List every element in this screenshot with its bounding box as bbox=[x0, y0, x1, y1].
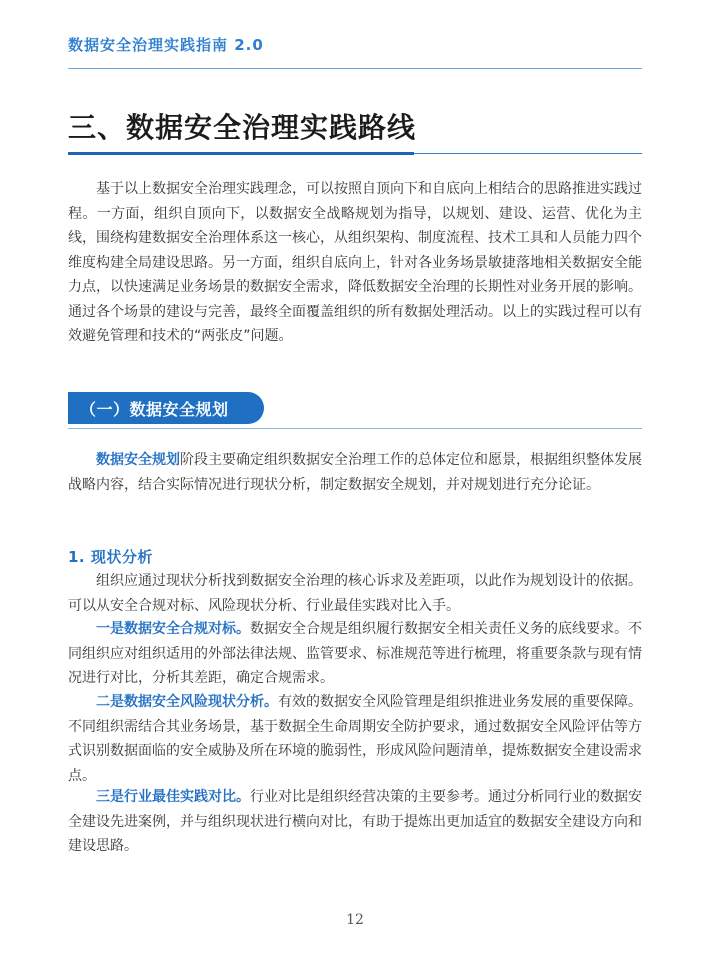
item-text: 数据安全合规是组织履行数据安全相关责任义务的底线要求。不同组织应对组织适用的外部法律法规、监管要求、标准规范等进行梳理，将重要条款与现有情况进行对比，分析其差距，确定合规需求。 bbox=[68, 621, 642, 686]
chapter-title: 三、数据安全治理实践路线 bbox=[68, 111, 417, 144]
section-lead-paragraph bbox=[68, 448, 642, 497]
item-paragraph-compliance bbox=[68, 617, 642, 691]
section-heading-label: （一）数据安全规划 bbox=[80, 400, 229, 419]
item-term: 三是行业最佳实践对比。 bbox=[96, 789, 250, 805]
section-divider bbox=[68, 428, 642, 429]
section-lead-text: 阶段主要确定组织数据安全治理工作的总体定位和愿景，根据组织整体发展战略内容，结合实际情况进行现状分析，制定数据安全规划，并对规划进行充分论证。 bbox=[68, 452, 642, 493]
chapter-underline-accent bbox=[68, 152, 414, 155]
item-paragraph-risk bbox=[68, 690, 642, 788]
item-text: 有效的数据安全风险管理是组织推进业务发展的重要保障。不同组织需结合其业务场景，基于数据全生命周期安全防护要求，通过数据安全风险评估等方式识别数据面临的安全威胁及所在环境的脆弱性，形成风险问题清单，提炼数据安全建设需求点。 bbox=[68, 694, 642, 784]
page-number: 12 bbox=[346, 912, 364, 928]
item-term: 二是数据安全风险现状分析。 bbox=[96, 694, 278, 710]
section-lead-term: 数据安全规划 bbox=[96, 452, 180, 468]
subsection-intro-paragraph: 组织应通过现状分析找到数据安全治理的核心诉求及差距项，以此作为规划设计的依据。可以从安全合规对标、风险现状分析、行业最佳实践对比入手。 bbox=[68, 573, 642, 614]
subsection-heading: 1. 现状分析 bbox=[68, 548, 153, 566]
item-term: 一是数据安全合规对标。 bbox=[96, 621, 250, 637]
intro-paragraph: 基于以上数据安全治理实践理念，可以按照自顶向下和自底向上相结合的思路推进实践过程。一方面，组织自顶向下，以数据安全战略规划为指导，以规划、建设、运营、优化为主线，围绕构建数据安全治理体系这一核心，从组织架构、制度流程、技术工具和人员能力四个维度构建全局建设思路。另一方面，组织自底向上，针对各业务场景敏捷落地相关数据安全能力点，以快速满足业务场景的数据安全需求，降低数据安全治理的长期性对业务开展的影响。通过各个场景的建设与完善，最终全面覆盖组织的所有数据处理活动。以上的实践过程可以有效避免管理和技术的“两张皮”问题。 bbox=[68, 181, 642, 344]
section-heading-pill bbox=[68, 392, 264, 424]
item-paragraph-benchmark bbox=[68, 785, 642, 859]
header-divider bbox=[68, 68, 642, 69]
item-text: 行业对比是组织经营决策的主要参考。通过分析同行业的数据安全建设先进案例，并与组织现状进行横向对比，有助于提炼出更加适宜的数据安全建设方向和建设思路。 bbox=[68, 789, 642, 854]
running-header-title: 数据安全治理实践指南 2.0 bbox=[68, 36, 264, 54]
